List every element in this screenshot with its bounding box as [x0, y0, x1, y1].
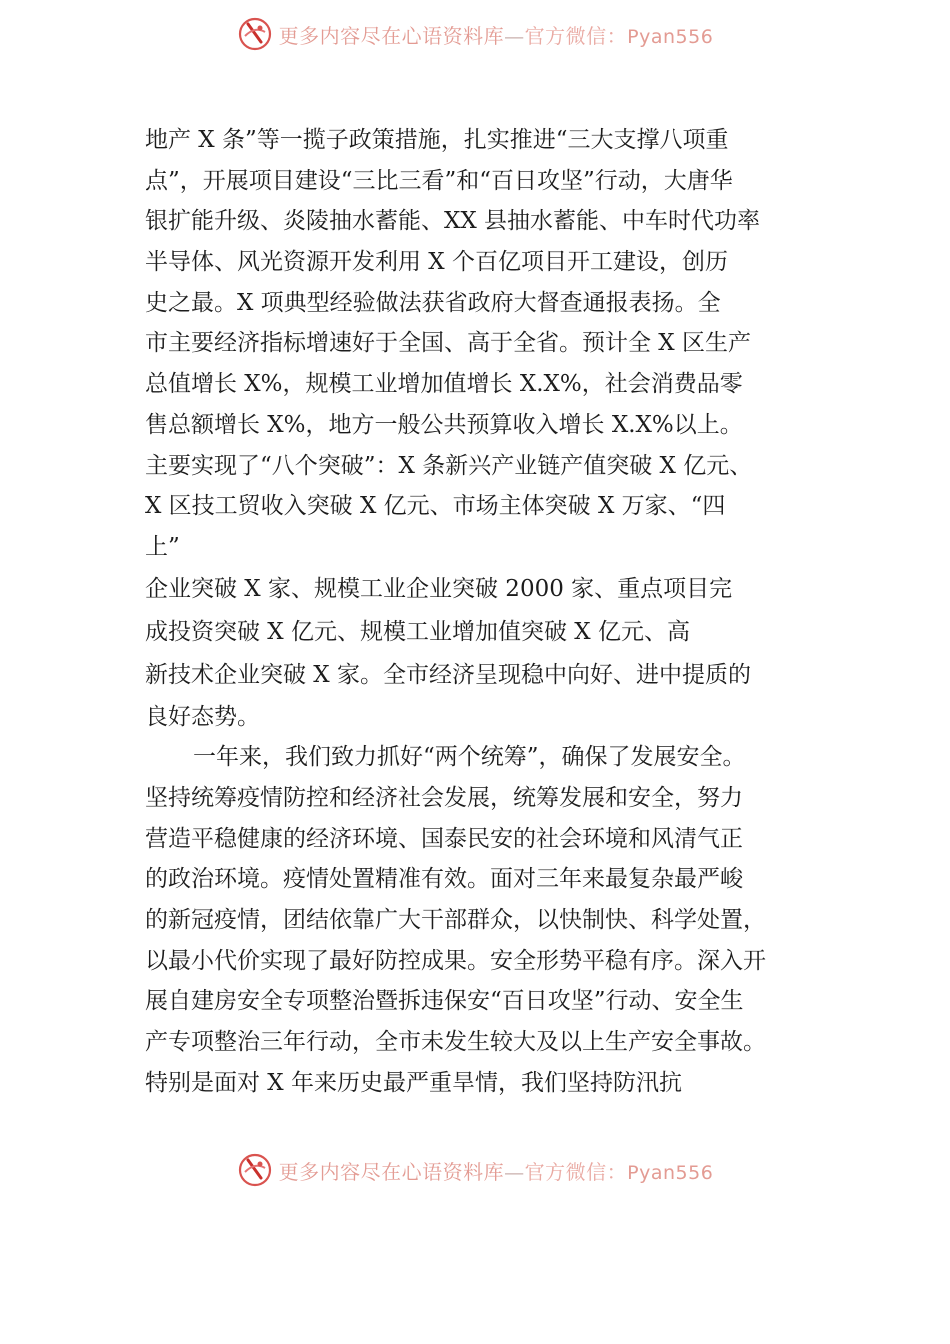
text-line: 产专项整治三年行动，全市未发生较大及以上生产安全事故。: [145, 1029, 766, 1056]
header-watermark: [0, 14, 950, 54]
text-line: 半导体、风光资源开发利用 X 个百亿项目开工建设，创历: [145, 249, 728, 276]
watermark-id: Pyan556: [627, 25, 714, 48]
text-line: 良好态势。: [145, 703, 260, 730]
watermark-separator: —: [504, 1159, 525, 1184]
text-line: 主要实现了“八个突破”：X 条新兴产业链产值突破 X 亿元、: [145, 452, 753, 479]
watermark-separator: —: [504, 23, 525, 48]
watermark-label: 官方微信：: [524, 23, 628, 48]
logo-icon: [237, 16, 273, 52]
text-line: 新技术企业突破 X 家。全市经济呈现稳中向好、进中提质的: [145, 661, 751, 688]
watermark-label: 官方微信：: [524, 1159, 628, 1184]
text-line: 的政治环境。疫情处置精准有效。面对三年来最复杂最严峻: [145, 866, 743, 893]
text-line: 银扩能升级、炎陵抽水蓄能、XX 县抽水蓄能、中车时代功率: [145, 208, 761, 235]
text-line: 坚持统筹疫情防控和经济社会发展，统筹发展和安全，努力: [145, 784, 743, 811]
text-line: 以最小代价实现了最好防控成果。安全形势平稳有序。深入开: [145, 947, 766, 974]
text-line: 史之最。X 项典型经验做法获省政府大督查通报表扬。全: [145, 289, 721, 316]
watermark-brand: 更多内容尽在心语资料库: [278, 23, 505, 48]
text-line: 营造平稳健康的经济环境、国泰民安的社会环境和风清气正: [145, 825, 743, 852]
text-line: 成投资突破 X 亿元、规模工业增加值突破 X 亿元、高: [145, 618, 690, 645]
watermark-brand: 更多内容尽在心语资料库: [278, 1159, 505, 1184]
text-line: 展自建房安全专项整治暨拆违保安“百日攻坚”行动、安全生: [145, 988, 744, 1015]
text-line: 市主要经济指标增速好于全国、高于全省。预计全 X 区生产: [145, 330, 751, 357]
text-line: 特别是面对 X 年来历史最严重旱情，我们坚持防汛抗: [145, 1069, 682, 1096]
text-line: 总值增长 X%，规模工业增加值增长 X.X%，社会消费品零: [145, 371, 743, 398]
text-line: 地产 X 条”等一揽子政策措施，扎实推进“三大支撑八项重: [145, 127, 729, 153]
text-line: 售总额增长 X%，地方一般公共预算收入增长 X.X%以上。: [145, 411, 743, 438]
text-line: 的新冠疫情，团结依靠广大干部群众，以快制快、科学处置，: [145, 907, 766, 933]
document-body: [145, 120, 825, 1103]
footer-watermark: [0, 1150, 950, 1190]
text-line: 上”: [145, 533, 180, 560]
logo-icon: [237, 1152, 273, 1188]
watermark-id: Pyan556: [627, 1161, 714, 1184]
text-line: X 区技工贸收入突破 X 亿元、市场主体突破 X 万家、“四: [145, 493, 726, 520]
text-line: 企业突破 X 家、规模工业企业突破 2000 家、重点项目完: [145, 575, 733, 602]
text-line: 点”，开展项目建设“三比三看”和“百日攻坚”行动，大唐华: [145, 167, 733, 194]
paragraph-first-line: 一年来，我们致力抓好“两个统筹”，确保了发展安全。: [193, 744, 746, 771]
